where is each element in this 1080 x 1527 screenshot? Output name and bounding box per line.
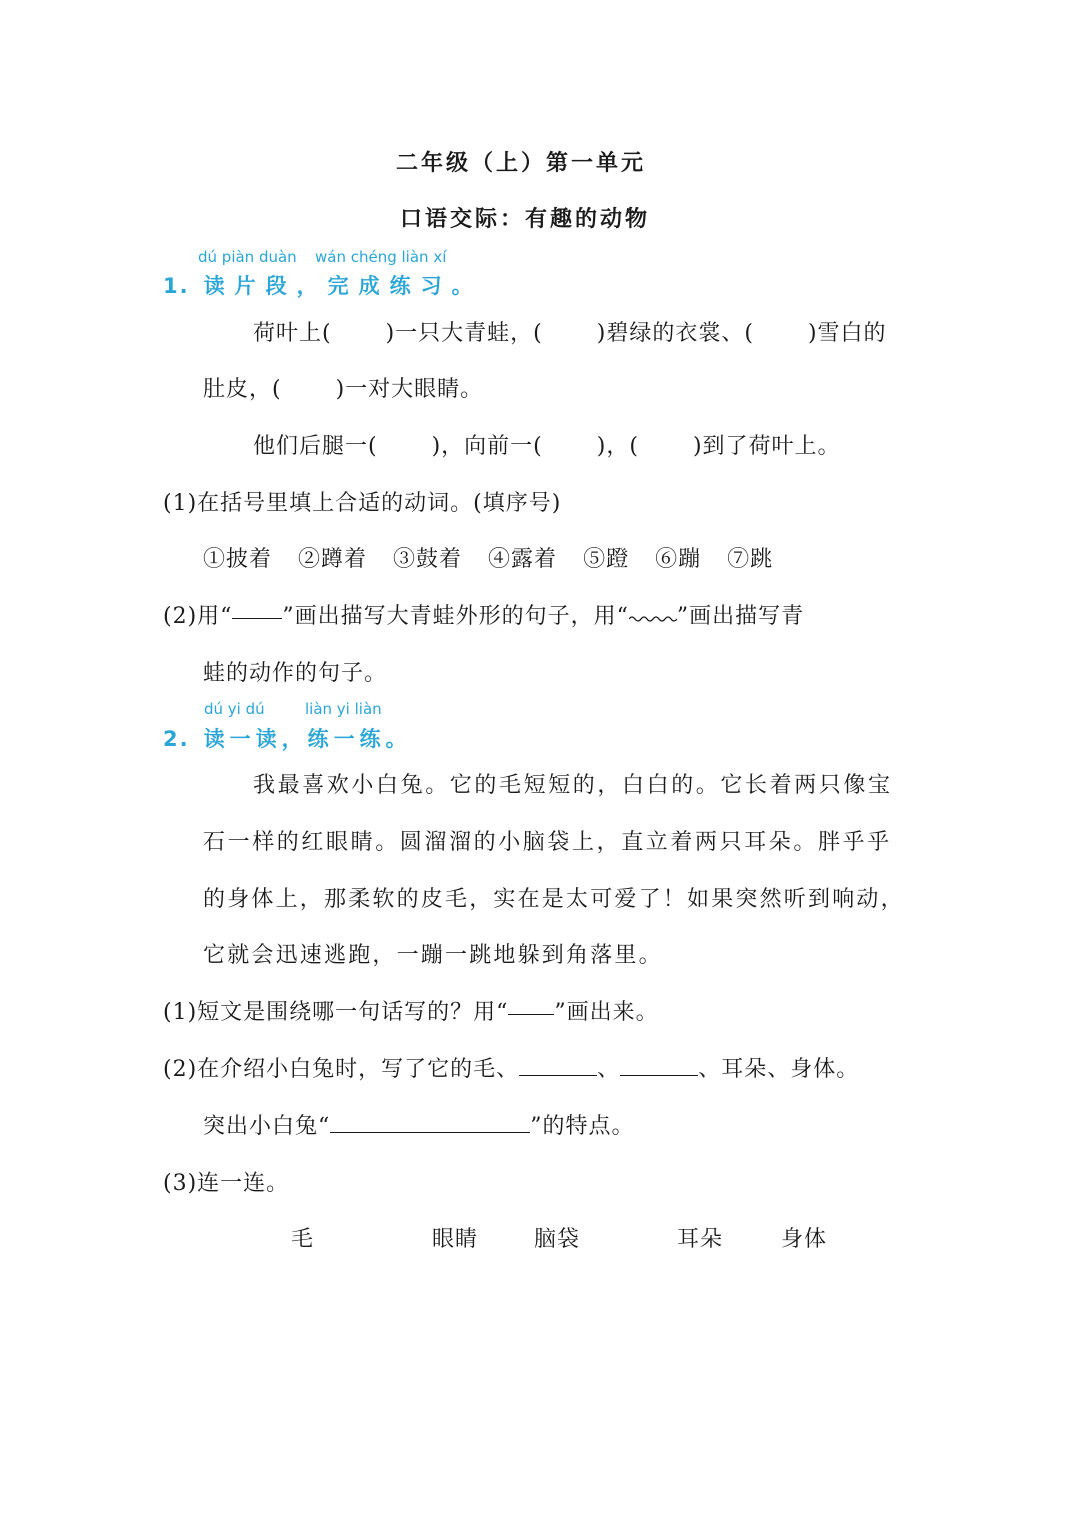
option-2: ②蹲着 <box>298 547 368 572</box>
answer-blank[interactable] <box>330 1110 530 1133</box>
q1-para1-line1 <box>253 316 887 347</box>
match-item: 毛 <box>291 1227 315 1252</box>
text-segment: ”画出来。 <box>554 1000 659 1025</box>
text-segment: )一只大青蛙，( <box>385 321 543 346</box>
text-segment: )，向前一( <box>431 434 543 459</box>
text-segment: 荷叶上( <box>253 321 332 346</box>
q1-sub1: (1)在括号里填上合适的动词。(填序号) <box>163 491 562 516</box>
text-segment: )一对大眼睛。 <box>335 377 484 402</box>
text-segment: )碧绿的衣裳、( <box>596 321 754 346</box>
text-segment: (2)在介绍小白兔时，写了它的毛、 <box>163 1057 520 1082</box>
option-1: ①披着 <box>203 547 273 572</box>
q2-passage-line1: 我最喜欢小白兔。它的毛短短的，白白的。它长着两只像宝 <box>253 773 893 798</box>
q2-passage-line4: 它就会迅速逃跑，一蹦一跳地躲到角落里。 <box>203 943 663 968</box>
straight-line-mark <box>232 606 282 619</box>
text-segment: 肚皮，( <box>203 377 282 402</box>
text-segment: 、 <box>597 1057 621 1082</box>
q2-sub2-line2 <box>203 1109 635 1140</box>
q2-pinyin-a: dú yi dú <box>204 700 265 718</box>
q1-para2 <box>253 429 841 460</box>
q1-number: 1. <box>163 274 190 298</box>
q1-para1-line2 <box>203 372 483 403</box>
q2-sub2 <box>163 1052 859 1083</box>
text-segment: 他们后腿一( <box>253 434 378 459</box>
q1-heading-text: 读片段，完成练习。 <box>203 274 483 298</box>
text-segment: (2)用“ <box>163 604 233 629</box>
q1-options <box>203 542 799 573</box>
option-6: ⑥蹦 <box>655 547 702 572</box>
option-3: ③鼓着 <box>393 547 463 572</box>
match-item: 脑袋 <box>534 1227 581 1252</box>
q1-sub2-line2: 蛙的动作的句子。 <box>203 661 388 686</box>
q2-heading <box>163 723 412 753</box>
text-segment: ”画出描写青 <box>676 604 805 629</box>
page-title: 二年级（上）第一单元 <box>396 151 647 176</box>
q2-passage-line2: 石一样的红眼睛。圆溜溜的小脑袋上，直立着两只耳朵。胖乎乎 <box>203 830 892 855</box>
option-4: ④露着 <box>488 547 558 572</box>
q1-heading <box>163 270 483 300</box>
text-segment: )到了荷叶上。 <box>692 434 841 459</box>
straight-line-mark <box>508 1002 554 1015</box>
match-item: 耳朵 <box>677 1227 724 1252</box>
option-7: ⑦跳 <box>727 547 774 572</box>
q2-sub1 <box>163 995 659 1026</box>
text-segment: ”的特点。 <box>530 1114 635 1139</box>
text-segment: 、耳朵、身体。 <box>698 1057 860 1082</box>
text-segment: ”画出描写大青蛙外形的句子，用“ <box>282 604 629 629</box>
page-subtitle: 口语交际：有趣的动物 <box>400 207 651 232</box>
text-segment: )雪白的 <box>807 321 887 346</box>
answer-blank[interactable] <box>519 1053 597 1076</box>
q1-pinyin-b: wán chéng liàn xí <box>315 248 447 266</box>
match-item: 身体 <box>781 1227 828 1252</box>
q2-pinyin-b: liàn yi liàn <box>305 700 382 718</box>
q1-pinyin-a: dú piàn duàn <box>198 248 297 266</box>
text-segment: 突出小白兔“ <box>203 1114 331 1139</box>
q1-sub2 <box>163 599 804 630</box>
q2-passage-line3: 的身体上，那柔软的皮毛，实在是太可爱了！如果突然听到响动， <box>203 887 905 912</box>
answer-blank[interactable] <box>620 1053 698 1076</box>
q2-number: 2. <box>163 727 190 751</box>
match-item: 眼睛 <box>432 1227 479 1252</box>
option-5: ⑤蹬 <box>583 547 630 572</box>
wavy-line-mark <box>629 609 677 623</box>
q2-heading-text: 读一读，练一练。 <box>203 727 412 751</box>
text-segment: (1)短文是围绕哪一句话写的？用“ <box>163 1000 509 1025</box>
q2-sub3: (3)连一连。 <box>163 1171 290 1196</box>
text-segment: )，( <box>596 434 639 459</box>
